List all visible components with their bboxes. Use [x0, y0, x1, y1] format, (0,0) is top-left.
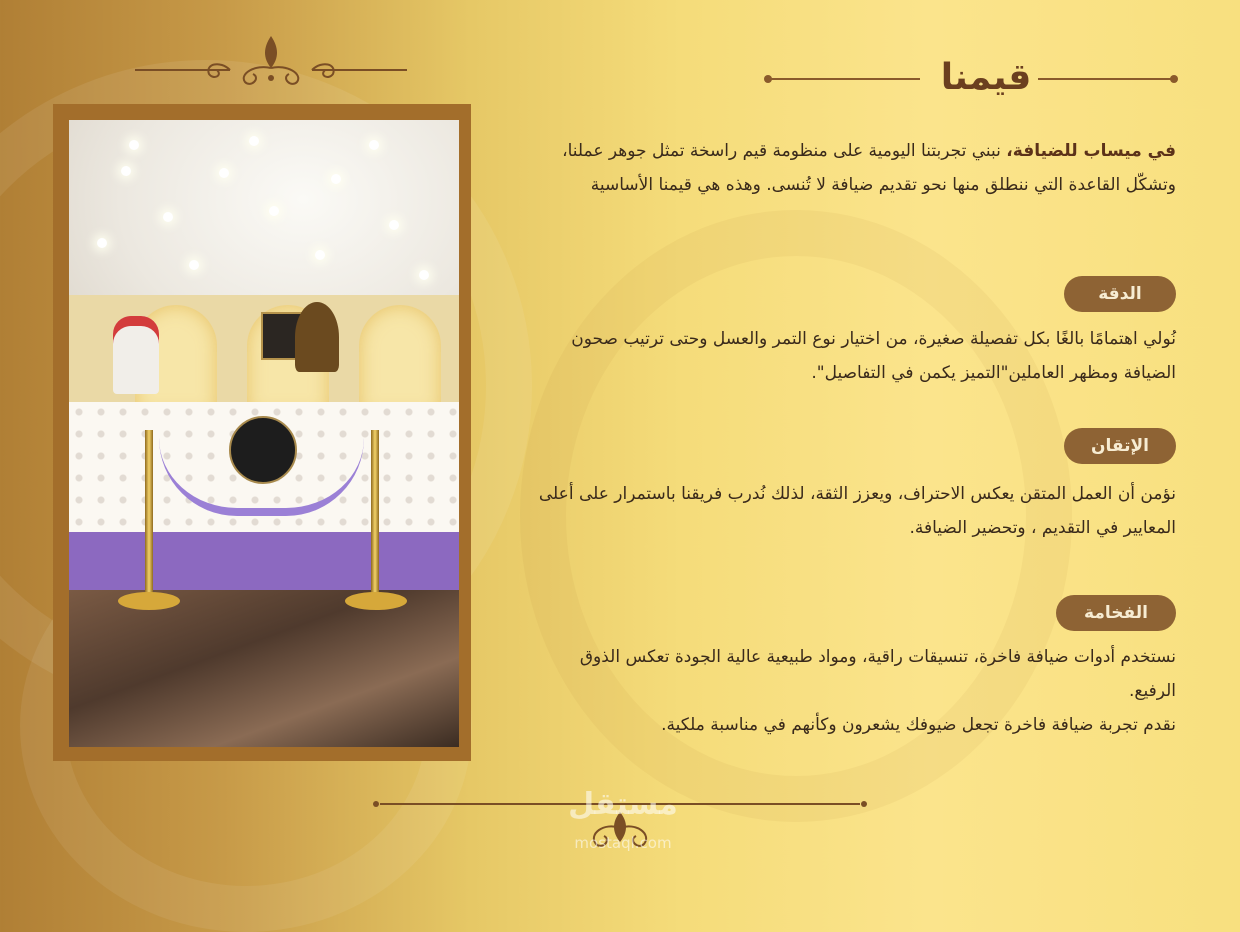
page-title: قيمنا — [940, 57, 1032, 98]
intro-text: نبني تجربتنا اليومية على منظومة قيم راسخة تمثل جوهر عملنا، وتشكّل القاعدة التي ننطلق منها نحو تقديم ضيافة لا تُنسى. وهذه هي قيمنا الأساسية — [562, 141, 1176, 195]
photo-frame — [53, 104, 471, 761]
photo-date-tree — [295, 302, 339, 372]
value-badge-luxury: الفخامة — [1056, 595, 1176, 631]
title-divider — [770, 78, 920, 80]
photo-image — [69, 120, 459, 747]
intro-paragraph — [528, 134, 1176, 202]
brand-name: في ميساب للضيافة، — [1006, 141, 1176, 161]
photo-post — [371, 430, 379, 600]
title-divider — [1038, 78, 1174, 80]
value-text-mastery: نؤمن أن العمل المتقن يعكس الاحتراف، ويعزز الثقة، لذلك نُدرب فريقنا باستمرار على أعلى المعايير في التقديم ، وتحضير الضيافة. — [538, 484, 1176, 538]
watermark: مستقل — [568, 787, 678, 822]
title-row — [764, 54, 1178, 106]
photo-floor — [69, 590, 459, 747]
title-dot — [1170, 75, 1178, 83]
value-text-precision: نُولي اهتمامًا بالغًا بكل تفصيلة صغيرة، من اختيار نوع التمر والعسل وحتى ترتيب صحون الضيافة ومظهر العاملين"التميز يكمن في التفاصيل". — [571, 329, 1176, 383]
value-text-luxury — [528, 640, 1176, 742]
value-badge-precision: الدقة — [1064, 276, 1176, 312]
photo-post-base — [345, 592, 407, 610]
value-text-line: نستخدم أدوات ضيافة فاخرة، تنسيقات راقية، ومواد طبيعية عالية الجودة تعكس الذوق الرفيع. — [579, 647, 1176, 701]
photo-person — [113, 316, 159, 394]
value-badge-mastery: الإتقان — [1064, 428, 1176, 464]
photo-post — [145, 430, 153, 600]
top-ornament-icon — [135, 34, 407, 94]
photo-post-base — [118, 592, 180, 610]
value-text-line: نقدم تجربة ضيافة فاخرة تجعل ضيوفك يشعرون وكأنهم في مناسبة ملكية. — [661, 715, 1176, 735]
photo-carpet — [69, 532, 459, 592]
watermark-url: mostaql.com — [574, 834, 672, 852]
